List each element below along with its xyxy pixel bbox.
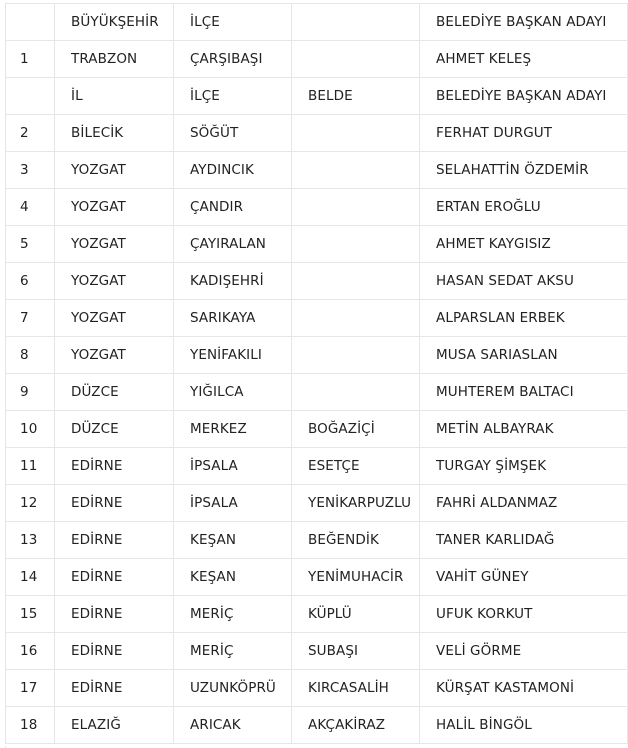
province-cell: YOZGAT <box>55 300 174 337</box>
row-number-cell: 12 <box>6 485 55 522</box>
candidate-cell: MUSA SARIASLAN <box>420 337 628 374</box>
district-cell: ÇANDIR <box>174 189 292 226</box>
table-row <box>6 374 628 411</box>
table-row <box>6 707 628 744</box>
district-cell: MERKEZ <box>174 411 292 448</box>
candidate-cell: MUHTEREM BALTACI <box>420 374 628 411</box>
province-cell: BÜYÜKŞEHİR <box>55 4 174 41</box>
table-row <box>6 633 628 670</box>
province-cell: EDİRNE <box>55 596 174 633</box>
candidate-cell: KÜRŞAT KASTAMONİ <box>420 670 628 707</box>
candidate-cell: AHMET KAYGISIZ <box>420 226 628 263</box>
candidate-cell: ALPARSLAN ERBEK <box>420 300 628 337</box>
province-cell: YOZGAT <box>55 189 174 226</box>
town-cell <box>292 4 420 41</box>
town-cell: ESETÇE <box>292 448 420 485</box>
candidate-cell: TANER KARLIDAĞ <box>420 522 628 559</box>
table-row <box>6 522 628 559</box>
district-cell: YENİFAKILI <box>174 337 292 374</box>
district-cell: KEŞAN <box>174 522 292 559</box>
row-number-cell: 9 <box>6 374 55 411</box>
district-cell: ÇARŞIBAŞI <box>174 41 292 78</box>
town-cell: BEĞENDİK <box>292 522 420 559</box>
table-row <box>6 670 628 707</box>
town-cell: AKÇAKİRAZ <box>292 707 420 744</box>
table-row <box>6 115 628 152</box>
province-cell: BİLECİK <box>55 115 174 152</box>
table-row <box>6 448 628 485</box>
province-cell: EDİRNE <box>55 485 174 522</box>
town-cell: BELDE <box>292 78 420 115</box>
candidate-cell: FERHAT DURGUT <box>420 115 628 152</box>
town-cell <box>292 263 420 300</box>
town-cell <box>292 374 420 411</box>
province-cell: YOZGAT <box>55 263 174 300</box>
candidate-cell: METİN ALBAYRAK <box>420 411 628 448</box>
table-body <box>6 4 628 744</box>
district-cell: İLÇE <box>174 4 292 41</box>
row-number-cell: 18 <box>6 707 55 744</box>
row-number-cell: 2 <box>6 115 55 152</box>
table-row <box>6 485 628 522</box>
candidate-cell: HASAN SEDAT AKSU <box>420 263 628 300</box>
row-number-cell: 13 <box>6 522 55 559</box>
town-cell <box>292 189 420 226</box>
row-number-cell: 10 <box>6 411 55 448</box>
table-row <box>6 263 628 300</box>
district-cell: ÇAYIRALAN <box>174 226 292 263</box>
town-cell <box>292 115 420 152</box>
table-row <box>6 411 628 448</box>
province-cell: EDİRNE <box>55 559 174 596</box>
town-cell <box>292 300 420 337</box>
province-cell: DÜZCE <box>55 411 174 448</box>
town-cell: SUBAŞI <box>292 633 420 670</box>
town-cell: YENİKARPUZLU <box>292 485 420 522</box>
town-cell <box>292 41 420 78</box>
district-cell: İPSALA <box>174 485 292 522</box>
candidate-cell: TURGAY ŞİMŞEK <box>420 448 628 485</box>
district-cell: UZUNKÖPRÜ <box>174 670 292 707</box>
row-number-cell: 6 <box>6 263 55 300</box>
row-number-cell: 15 <box>6 596 55 633</box>
row-number-cell: 14 <box>6 559 55 596</box>
province-cell: YOZGAT <box>55 337 174 374</box>
province-cell: YOZGAT <box>55 226 174 263</box>
candidate-cell: FAHRİ ALDANMAZ <box>420 485 628 522</box>
row-number-cell: 7 <box>6 300 55 337</box>
town-cell: YENİMUHACİR <box>292 559 420 596</box>
table-row <box>6 226 628 263</box>
town-cell: KIRCASALİH <box>292 670 420 707</box>
province-cell: EDİRNE <box>55 448 174 485</box>
district-cell: MERİÇ <box>174 596 292 633</box>
town-cell <box>292 152 420 189</box>
row-number-cell: 17 <box>6 670 55 707</box>
province-cell: DÜZCE <box>55 374 174 411</box>
table-row <box>6 189 628 226</box>
district-cell: SARIKAYA <box>174 300 292 337</box>
table-row <box>6 559 628 596</box>
candidate-cell: HALİL BİNGÖL <box>420 707 628 744</box>
province-cell: EDİRNE <box>55 670 174 707</box>
district-cell: ARICAK <box>174 707 292 744</box>
candidate-cell: BELEDİYE BAŞKAN ADAYI <box>420 4 628 41</box>
province-cell: YOZGAT <box>55 152 174 189</box>
province-cell: İL <box>55 78 174 115</box>
town-cell <box>292 226 420 263</box>
table-row <box>6 337 628 374</box>
table-row <box>6 78 628 115</box>
candidate-cell: AHMET KELEŞ <box>420 41 628 78</box>
table-row <box>6 596 628 633</box>
candidate-cell: ERTAN EROĞLU <box>420 189 628 226</box>
candidate-cell: SELAHATTİN ÖZDEMİR <box>420 152 628 189</box>
table-row <box>6 41 628 78</box>
candidates-table <box>5 3 628 744</box>
town-cell: KÜPLÜ <box>292 596 420 633</box>
candidate-cell: VELİ GÖRME <box>420 633 628 670</box>
district-cell: İLÇE <box>174 78 292 115</box>
district-cell: YIĞILCA <box>174 374 292 411</box>
row-number-cell: 1 <box>6 41 55 78</box>
table-row <box>6 152 628 189</box>
row-number-cell: 11 <box>6 448 55 485</box>
candidate-cell: VAHİT GÜNEY <box>420 559 628 596</box>
table-row <box>6 4 628 41</box>
row-number-cell: 16 <box>6 633 55 670</box>
candidate-cell: UFUK KORKUT <box>420 596 628 633</box>
province-cell: EDİRNE <box>55 633 174 670</box>
district-cell: KADIŞEHRİ <box>174 263 292 300</box>
district-cell: İPSALA <box>174 448 292 485</box>
town-cell <box>292 337 420 374</box>
district-cell: MERİÇ <box>174 633 292 670</box>
district-cell: AYDINCIK <box>174 152 292 189</box>
town-cell: BOĞAZİÇİ <box>292 411 420 448</box>
candidate-cell: BELEDİYE BAŞKAN ADAYI <box>420 78 628 115</box>
row-number-cell <box>6 4 55 41</box>
row-number-cell: 3 <box>6 152 55 189</box>
row-number-cell <box>6 78 55 115</box>
table-row <box>6 300 628 337</box>
district-cell: KEŞAN <box>174 559 292 596</box>
province-cell: TRABZON <box>55 41 174 78</box>
district-cell: SÖĞÜT <box>174 115 292 152</box>
province-cell: ELAZIĞ <box>55 707 174 744</box>
row-number-cell: 5 <box>6 226 55 263</box>
row-number-cell: 4 <box>6 189 55 226</box>
row-number-cell: 8 <box>6 337 55 374</box>
province-cell: EDİRNE <box>55 522 174 559</box>
